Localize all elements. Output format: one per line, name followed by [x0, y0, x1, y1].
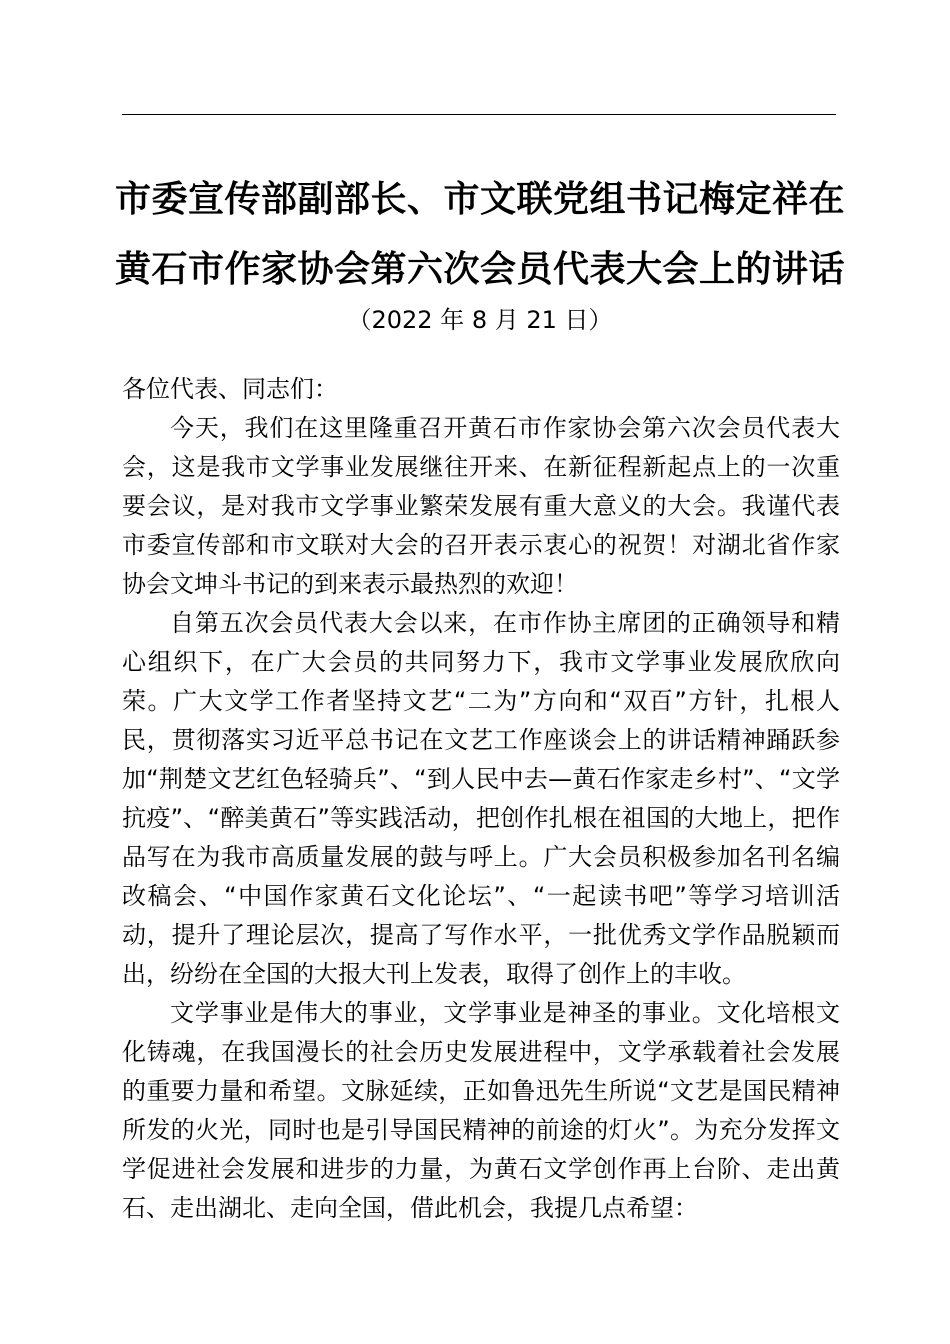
salutation: 各位代表、同志们：: [122, 375, 338, 403]
speech-date: （2022 年 8 月 21 日）: [347, 306, 613, 334]
paragraph-hopes: 文学事业是伟大的事业，文学事业是神圣的事业。文化培根文化铸魂，在我国漫长的社会历史发展进程中，文学承载着社会发展的重要力量和希望。文脉延续，正如鲁迅先生所说“文艺是国民精神所发的火光，同时也是引导国民精神的前途的灯火”。为充分发挥文学促进社会发展和进步的力量，为黄石文学创作再上台阶、走出黄石、走出湖北、走向全国，借此机会，我提几点希望：: [122, 999, 840, 1222]
document-title-line-2: 黄石市作家协会第六次会员代表大会上的讲话: [114, 249, 845, 290]
paragraph-achievements: 自第五次会员代表大会以来，在市作协主席团的正确领导和精心组织下，在广大会员的共同努力下，我市文学事业发展欣欣向荣。广大文学工作者坚持文艺“二为”方向和“双百”方针，扎根人民，贯彻落实习近平总书记在文艺工作座谈会上的讲话精神踊跃参加“荆楚文艺红色轻骑兵”、“到人民中去—黄石作家走乡村”、“文学抗疫”、“醉美黄石”等实践活动，把创作扎根在祖国的大地上，把作品写在为我市高质量发展的鼓与呼上。广大会员积极参加名刊名编改稿会、“中国作家黄石文化论坛”、“一起读书吧”等学习培训活动，提升了理论层次，提高了写作水平，一批优秀文学作品脱颖而出，纷纷在全国的大报大刊上发表，取得了创作上的丰收。: [122, 609, 840, 988]
paragraph-opening: 今天，我们在这里隆重召开黄石市作家协会第六次会员代表大会，这是我市文学事业发展继往开来、在新征程新起点上的一次重要会议，是对我市文学事业繁荣发展有重大意义的大会。我谨代表市委宣传部和市文联对大会的召开表示衷心的祝贺！对湖北省作家协会文坤斗书记的到来表示最热烈的欢迎！: [122, 414, 840, 598]
header-rule: [122, 114, 836, 115]
document-title-line-1: 市委宣传部副部长、市文联党组书记梅定祥在: [114, 179, 845, 220]
document-body: [122, 370, 840, 1228]
